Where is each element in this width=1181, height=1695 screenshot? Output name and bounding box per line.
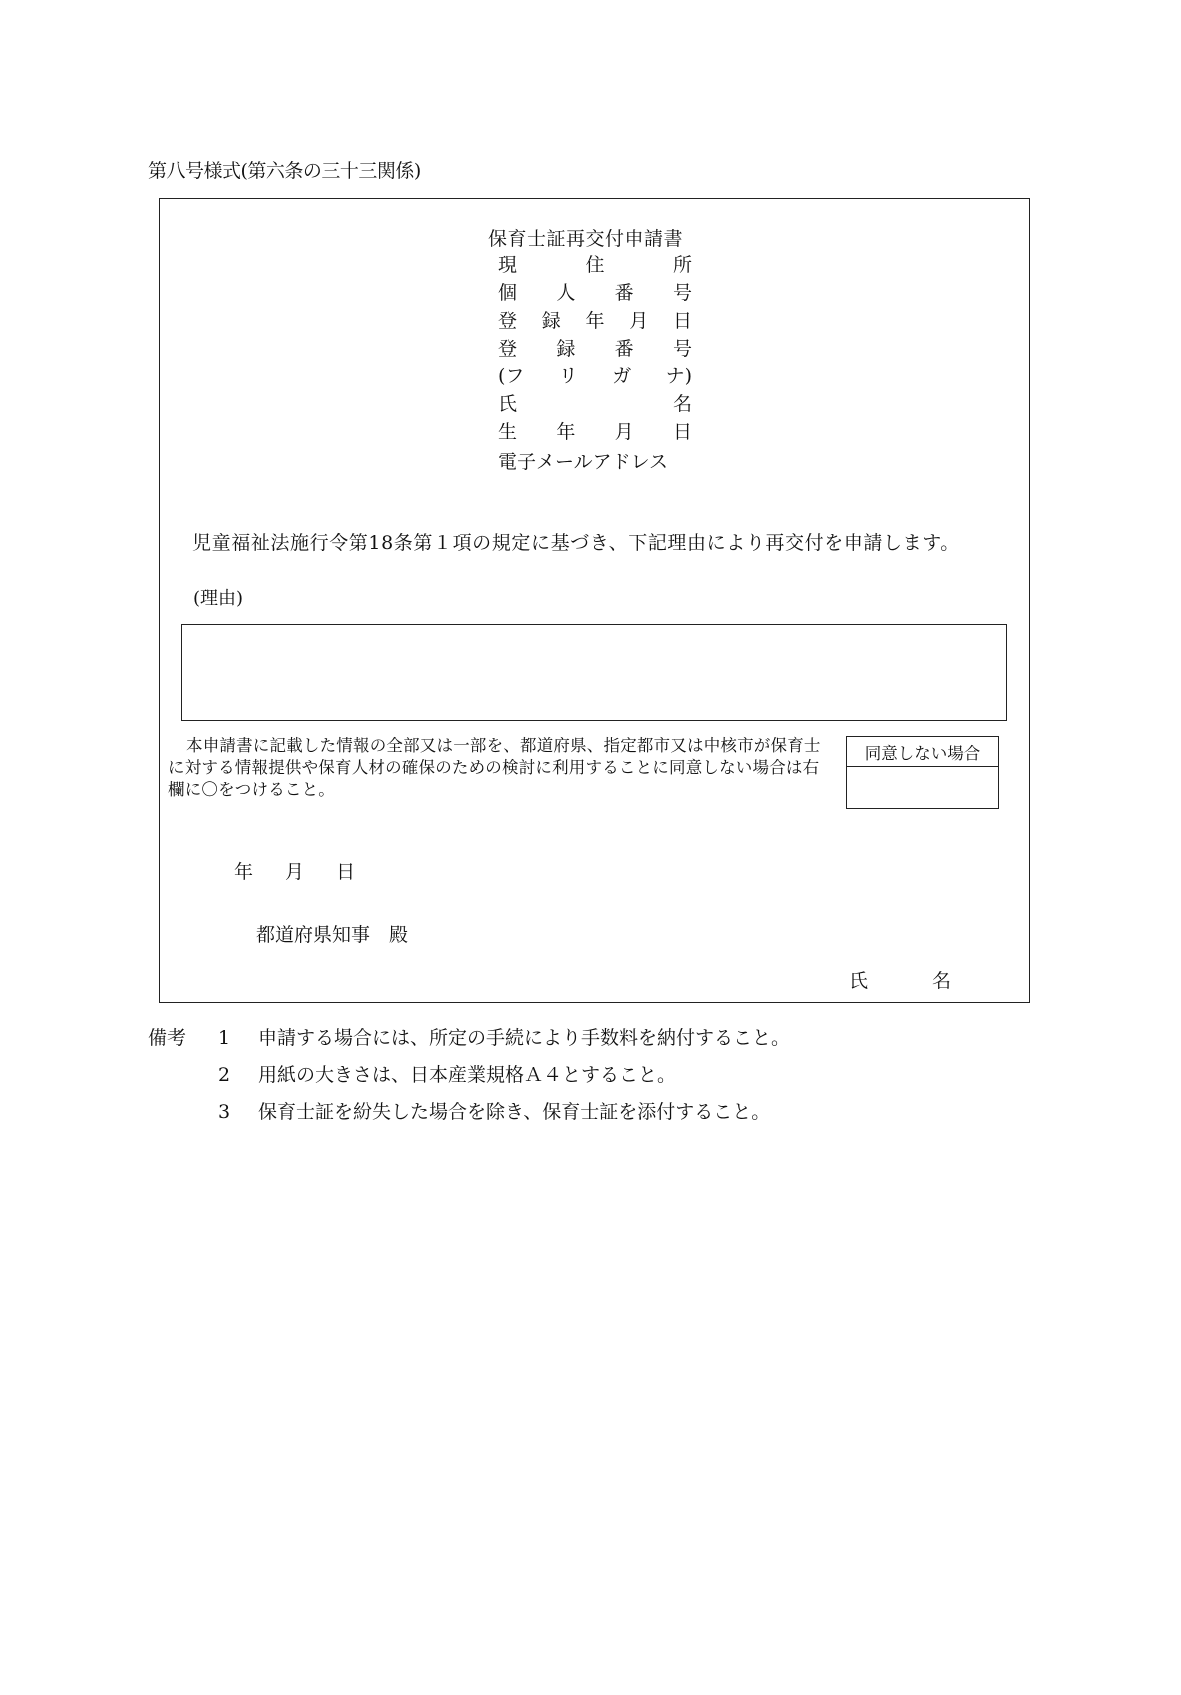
note-text: 保育士証を紛失した場合を除き、保育士証を添付すること。: [258, 1101, 771, 1123]
field-char: 個: [498, 282, 518, 304]
note-number: 1: [218, 1027, 231, 1049]
field-char: (フ: [498, 365, 525, 387]
individual-number-label: [498, 280, 692, 306]
furigana-label: [498, 363, 692, 389]
date-line: 年 月 日: [234, 861, 356, 883]
field-char: 現: [498, 254, 518, 276]
email-field-label: 電子メールアドレス: [498, 451, 669, 473]
note-text: 申請する場合には、所定の手続により手数料を納付すること。: [258, 1027, 791, 1049]
form-title: 保育士証再交付申請書: [488, 228, 684, 250]
registration-number-label: [498, 336, 692, 362]
field-char: ナ): [665, 365, 692, 387]
current-address-label: [498, 252, 692, 278]
field-char: 氏: [498, 393, 518, 415]
field-char: 日: [672, 310, 692, 332]
application-statement: 児童福祉法施行令第18条第１項の規定に基づき、下記理由により再交付を申請します。: [192, 532, 960, 554]
notes-label: 備考: [148, 1027, 187, 1049]
field-char: 番: [614, 338, 634, 360]
field-char: 住: [585, 254, 605, 276]
consent-table: [846, 736, 999, 809]
note-item: [218, 1023, 790, 1050]
registration-date-label: [498, 308, 692, 334]
field-char: 番: [614, 282, 634, 304]
field-char: 月: [629, 310, 649, 332]
note-item: [218, 1060, 676, 1087]
consent-mark-cell[interactable]: [847, 767, 998, 808]
field-char: 号: [672, 338, 692, 360]
field-char: 月: [614, 421, 634, 443]
field-char: 登: [498, 310, 518, 332]
name-label: [498, 391, 692, 417]
field-char: 名: [672, 393, 692, 415]
field-char: リ: [558, 365, 578, 387]
field-char: 年: [585, 310, 605, 332]
field-char: 登: [498, 338, 518, 360]
field-char: 年: [556, 421, 576, 443]
signature-name-label: 氏 名: [849, 970, 952, 992]
field-char: 録: [541, 310, 561, 332]
note-number: 2: [218, 1064, 231, 1086]
addressee: 都道府県知事 殿: [256, 924, 409, 946]
field-char: ガ: [612, 365, 632, 387]
field-char: 録: [556, 338, 576, 360]
birth-date-label: [498, 419, 692, 445]
note-item: [218, 1097, 770, 1124]
reason-input-box[interactable]: [181, 624, 1007, 721]
field-char: 号: [672, 282, 692, 304]
field-char: 所: [672, 254, 692, 276]
form-number-header: 第八号様式(第六条の三十三関係): [148, 160, 421, 182]
consent-header: 同意しない場合: [847, 737, 998, 767]
reason-label: (理由): [193, 588, 244, 609]
note-text: 用紙の大きさは、日本産業規格Ａ４とすること。: [258, 1064, 677, 1086]
field-char: 人: [556, 282, 576, 304]
field-char: 日: [672, 421, 692, 443]
consent-notice: 本申請書に記載した情報の全部又は一部を、都道府県、指定都市又は中核市が保育士に対する情報提供や保育人材の確保のための検討に利用することに同意しない場合は右欄に〇をつけること。: [168, 736, 821, 799]
field-char: 生: [498, 421, 518, 443]
note-number: 3: [218, 1101, 231, 1123]
